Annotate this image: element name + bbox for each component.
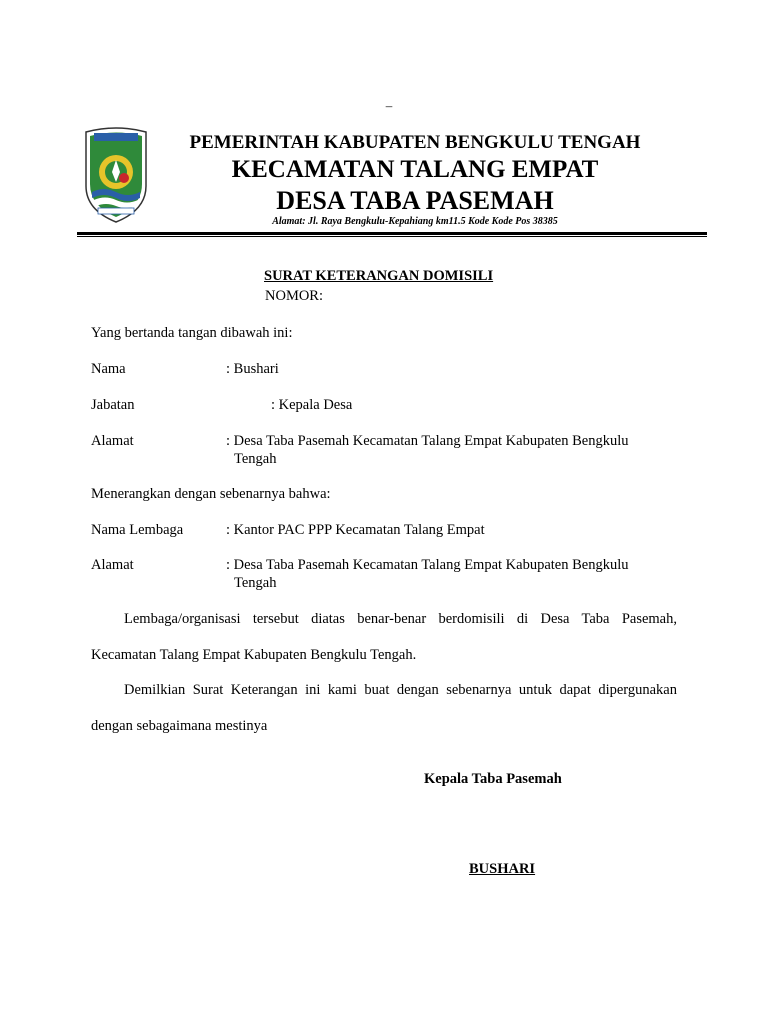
signer-address-label: Alamat bbox=[91, 433, 134, 449]
document-number-label: NOMOR: bbox=[265, 288, 324, 304]
institution-address-value-cont: Tengah bbox=[234, 575, 277, 591]
intro-text: Yang bertanda tangan dibawah ini: bbox=[91, 325, 293, 341]
signer-address-value: : Desa Taba Pasemah Kecamatan Talang Empat Kabupaten Bengkulu bbox=[226, 433, 629, 449]
letterhead-district: KECAMATAN TALANG EMPAT bbox=[231, 156, 599, 183]
body-paragraph-2-line-2: dengan sebagaimana mestinya bbox=[91, 718, 268, 734]
body-paragraph-2-line-1: Demilkian Surat Keterangan ini kami buat dengan sebenarnya untuk dapat dipergunakan bbox=[124, 682, 677, 698]
body-paragraph-1-line-2: Kecamatan Talang Empat Kabupaten Bengkulu Tengah. bbox=[91, 647, 417, 663]
letterhead-rule-thick bbox=[77, 232, 707, 235]
signer-position-label: Jabatan bbox=[91, 397, 135, 413]
letterhead-village: DESA TABA PASEMAH bbox=[276, 186, 554, 215]
top-mark: – bbox=[385, 98, 393, 113]
letterhead-government: PEMERINTAH KABUPATEN BENGKULU TENGAH bbox=[189, 132, 641, 153]
body-paragraph-1-line-1: Lembaga/organisasi tersebut diatas benar-benar berdomisili di Desa Taba Pasemah, bbox=[124, 611, 677, 627]
signer-position-value: : Kepala Desa bbox=[271, 397, 353, 413]
signature-title: Kepala Taba Pasemah bbox=[424, 771, 562, 787]
signer-name-value: : Bushari bbox=[226, 361, 279, 377]
statement-intro: Menerangkan dengan sebenarnya bahwa: bbox=[91, 486, 331, 502]
letterhead-rule-thin bbox=[77, 236, 707, 237]
document-title: SURAT KETERANGAN DOMISILI bbox=[264, 268, 494, 284]
signature-name: BUSHARI bbox=[469, 861, 536, 877]
signer-address-value-cont: Tengah bbox=[234, 451, 277, 467]
institution-name-value: : Kantor PAC PPP Kecamatan Talang Empat bbox=[226, 522, 485, 538]
letterhead-address: Alamat: Jl. Raya Bengkulu-Kepahiang km11.5 Kode Kode Pos 38385 bbox=[272, 216, 558, 227]
institution-name-label: Nama Lembaga bbox=[91, 522, 184, 538]
institution-address-value: : Desa Taba Pasemah Kecamatan Talang Empat Kabupaten Bengkulu bbox=[226, 557, 629, 573]
institution-address-label: Alamat bbox=[91, 557, 134, 573]
signer-name-label: Nama bbox=[91, 361, 126, 377]
